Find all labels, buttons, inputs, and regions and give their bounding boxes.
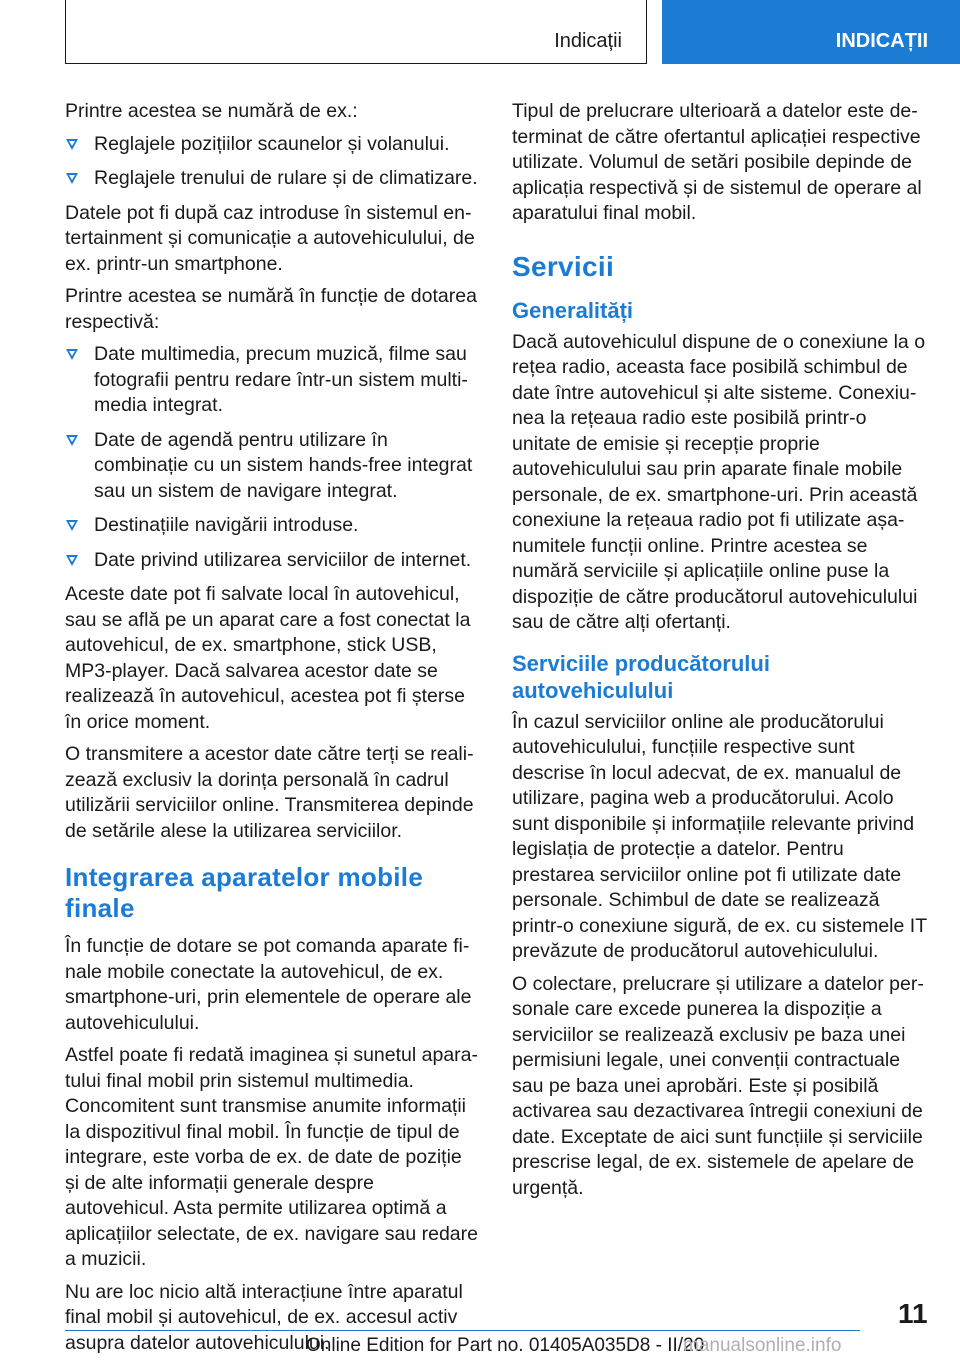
heading-integration: Integrarea aparatelor mobile finale [65,862,424,923]
intro-text: Printre acestea se numără de ex.: [65,100,358,122]
paragraph: O colectare, prelucrare și utilizare a datelor personale care excede punerea la dispoziție a serviciilor se realizează exclusiv pe baza unei permisiuni legale, unei convenții contractuale sau pe baza unei aprobări. Este și posibilă activarea sau dezactivarea întregii conexiuni de date. Exceptate de aici sunt funcțiile și serviciile prescrise legal, de ex. sistemele de apelare de urgență. [512,972,924,1199]
list-item: Destinațiile navigării introduse. [65,513,481,539]
equipment-list [65,342,481,573]
edition-text: Online Edition for Part no. 01405A035D8 - II/20 [306,1335,705,1356]
right-column [512,99,930,1208]
heading-general: Generalități [512,297,634,323]
paragraph: În cazul serviciilor online ale producătorului autovehiculului, funcțiile respective sunt descrise în locul adecvat, de ex. manualul de utilizare, pagina web a producătorului. Acolo sunt disponibile și informațiile relevante privind legislația de protecție a datelor. Pentru prestarea serviciilor online pot fi utilizate date personale. Schimbul de date se realizează printr-o conexiune sigură, de ex. cu sistemele IT prevăzute de producătorul autovehiculului. [512,710,927,962]
paragraph: Astfel poate fi redată imaginea și sunetul aparatului final mobil prin sistemul multimedia. Concomitent sunt transmise anumite informații la dispozitivul final mobil. În funcție de tipul de integrare, este vorba de ex. de date de poziție și de alte informații generale despre autovehicul. Asta permite utilizarea optimă a aplicațiilor selectate, de ex. navigare sau redare a muzicii. [65,1044,479,1270]
heading-manufacturer-services: Serviciile producătorului autovehiculului [512,650,770,703]
list-item: Date multimedia, precum muzică, filme sau fotografii pentru redare într-un sistem multimedia integrat. [65,342,481,419]
list-item: Date de agendă pentru utilizare în combinație cu un sistem hands-free integrat sau un sistem de navigare integrat. [65,428,481,505]
page-number: 11 [898,1298,928,1329]
list-item: Date privind utilizarea serviciilor de internet. [65,548,481,574]
triangle-bullet-icon [66,139,78,150]
triangle-bullet-icon [66,555,78,566]
footer-divider [65,1330,860,1331]
paragraph: Aceste date pot fi salvate local în autovehicul, sau se află pe un aparat care a fost conectat la autovehicul, de ex. smartphone, stick USB, MP3-player. Dacă salvarea acestor date se realizează în autovehicul, acestea pot fi șterse în orice moment. [65,583,471,733]
paragraph: Datele pot fi după caz introduse în sistemul entertainment și comunicație a autovehiculului, de ex. printr-un smartphone. [65,201,475,275]
watermark: manualsonline.info [683,1335,842,1356]
heading-services: Servicii [512,250,615,282]
triangle-bullet-icon [66,173,78,184]
list-item: Reglajele pozițiilor scaunelor și volanului. [65,132,481,158]
triangle-bullet-icon [66,520,78,531]
list-item: Reglajele trenului de rulare și de climatizare. [65,166,481,192]
chapter-tab[interactable]: INDICAȚII [662,0,960,64]
triangle-bullet-icon [66,349,78,360]
settings-list [65,132,481,192]
paragraph: În funcție de dotare se pot comanda aparate finale mobile conectate la autovehicul, de ex. smartphone-uri, prin elementele de operare ale autovehiculului. [65,935,472,1034]
paragraph: Nu are loc nicio altă interacțiune între aparatul final mobil și autovehicul, de ex. accesul activ asupra datelor autovehiculului. [65,1280,463,1354]
paragraph: Tipul de prelucrare ulterioară a datelor este determinat de către ofertantul aplicației respective utilizate. Volumul de setări posibile depinde de aplicația respectivă și de sistemul de operare al aparatului final mobil. [512,100,922,224]
section-title: Indicații [554,30,622,52]
header-frame [65,0,647,64]
paragraph: Dacă autovehiculul dispune de o conexiune la o rețea radio, aceasta face posibilă schimbul de date între autovehicul și alte sisteme. Conexiunea la rețeaua radio este posibilă printr-o unitate de emisie și recepție proprie autovehiculului sau prin aparate finale mobile personale, de ex. smartphone-uri. Prin această conexiune la rețeaua radio pot fi utilizate așa-numitele funcții online. Printre acestea se numără serviciile și aplicațiile online puse la dispoziție de către producătorul autovehiculului sau de către alți ofertanți. [512,330,926,633]
triangle-bullet-icon [66,435,78,446]
left-column [65,99,481,1363]
paragraph: O transmitere a acestor date către terți se realizează exclusiv la dorința personală în cadrul utilizării serviciilor online. Transmiterea depinde de setările alese la utilizarea serviciilor. [65,743,474,842]
paragraph: Printre acestea se numără în funcție de dotarea respectivă: [65,285,477,333]
